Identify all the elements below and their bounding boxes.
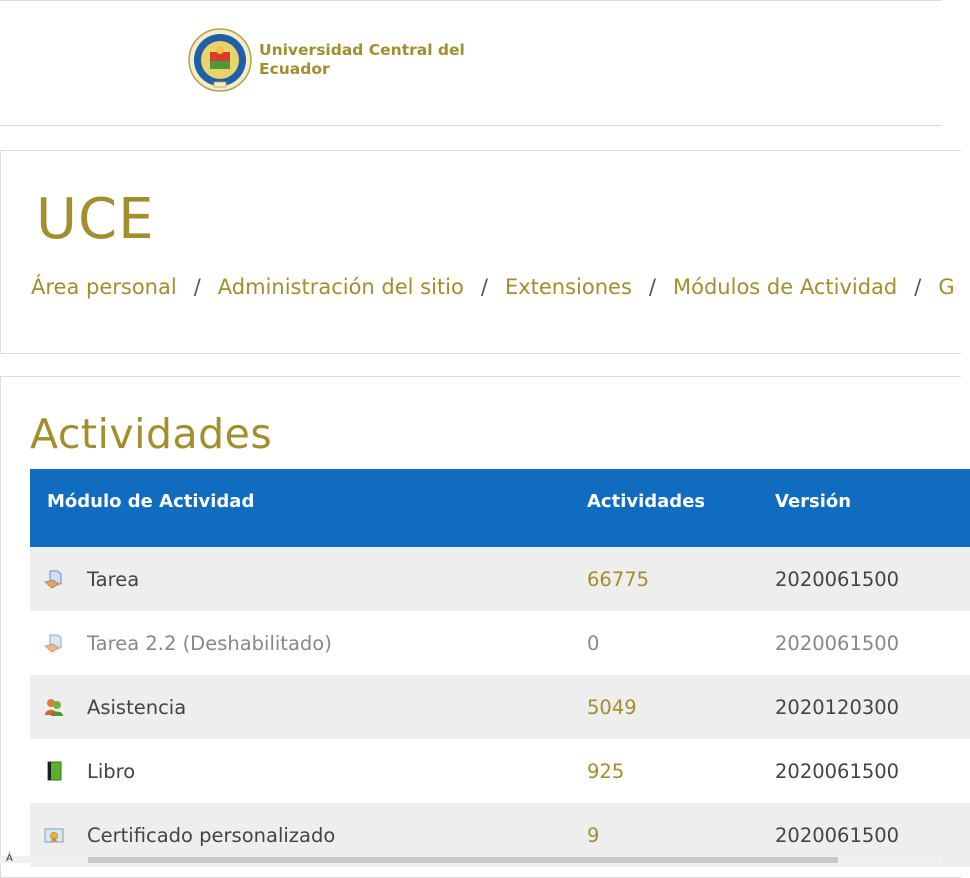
module-version: 2020061500 [775,760,900,783]
column-header-activities[interactable]: Actividades [587,491,706,512]
module-name: Certificado personalizado [87,824,336,847]
table-row [30,675,970,739]
activity-count-link[interactable]: 925 [587,760,625,783]
column-header-module[interactable]: Módulo de Actividad [47,491,255,512]
assignment-icon [44,633,64,653]
module-name: Libro [87,760,136,783]
navbar [0,1,942,126]
scrollbar-thumb[interactable] [88,857,838,863]
column-header-version[interactable]: Versión [775,491,852,512]
page-header [0,150,961,354]
module-version: 2020061500 [775,824,900,847]
table-row [30,611,970,675]
breadcrumb-separator: / [914,275,922,299]
breadcrumb-separator: / [648,275,656,299]
certificate-icon [44,825,64,845]
module-name: Tarea 2.2 (Deshabilitado) [87,632,332,655]
scrollbar-label: Á [6,853,13,864]
module-version: 2020061500 [775,568,900,591]
breadcrumb-item-administracion[interactable]: Administración del sitio [217,275,464,299]
breadcrumb-item-extensiones[interactable]: Extensiones [504,275,632,299]
brand-name[interactable]: Universidad Central del Ecuador [259,41,465,78]
breadcrumb [31,275,955,299]
breadcrumb-separator: / [193,275,201,299]
module-version: 2020061500 [775,632,900,655]
horizontal-scrollbar[interactable] [0,853,942,864]
activity-modules-table [30,469,970,867]
module-name: Asistencia [87,696,187,719]
assignment-icon [44,569,64,589]
table-row [30,739,970,803]
main-content [0,376,961,878]
brand-link[interactable] [188,28,479,92]
attendance-icon [44,697,64,717]
table-header [30,469,970,547]
breadcrumb-item-truncated[interactable]: G [938,275,955,299]
breadcrumb-separator: / [480,275,488,299]
university-seal-icon [188,28,252,92]
activity-count-link[interactable]: 9 [587,824,600,847]
activity-count: 0 [587,632,600,655]
module-name: Tarea [87,568,140,591]
book-icon [44,761,64,781]
activity-count-link[interactable]: 66775 [587,568,650,591]
module-version: 2020120300 [775,696,900,719]
activity-count-link[interactable]: 5049 [587,696,637,719]
table-row [30,547,970,611]
page-heading: Actividades [30,410,273,458]
breadcrumb-item-area-personal[interactable]: Área personal [31,275,177,299]
site-title: UCE [36,187,155,252]
breadcrumb-item-modulos-actividad[interactable]: Módulos de Actividad [673,275,898,299]
